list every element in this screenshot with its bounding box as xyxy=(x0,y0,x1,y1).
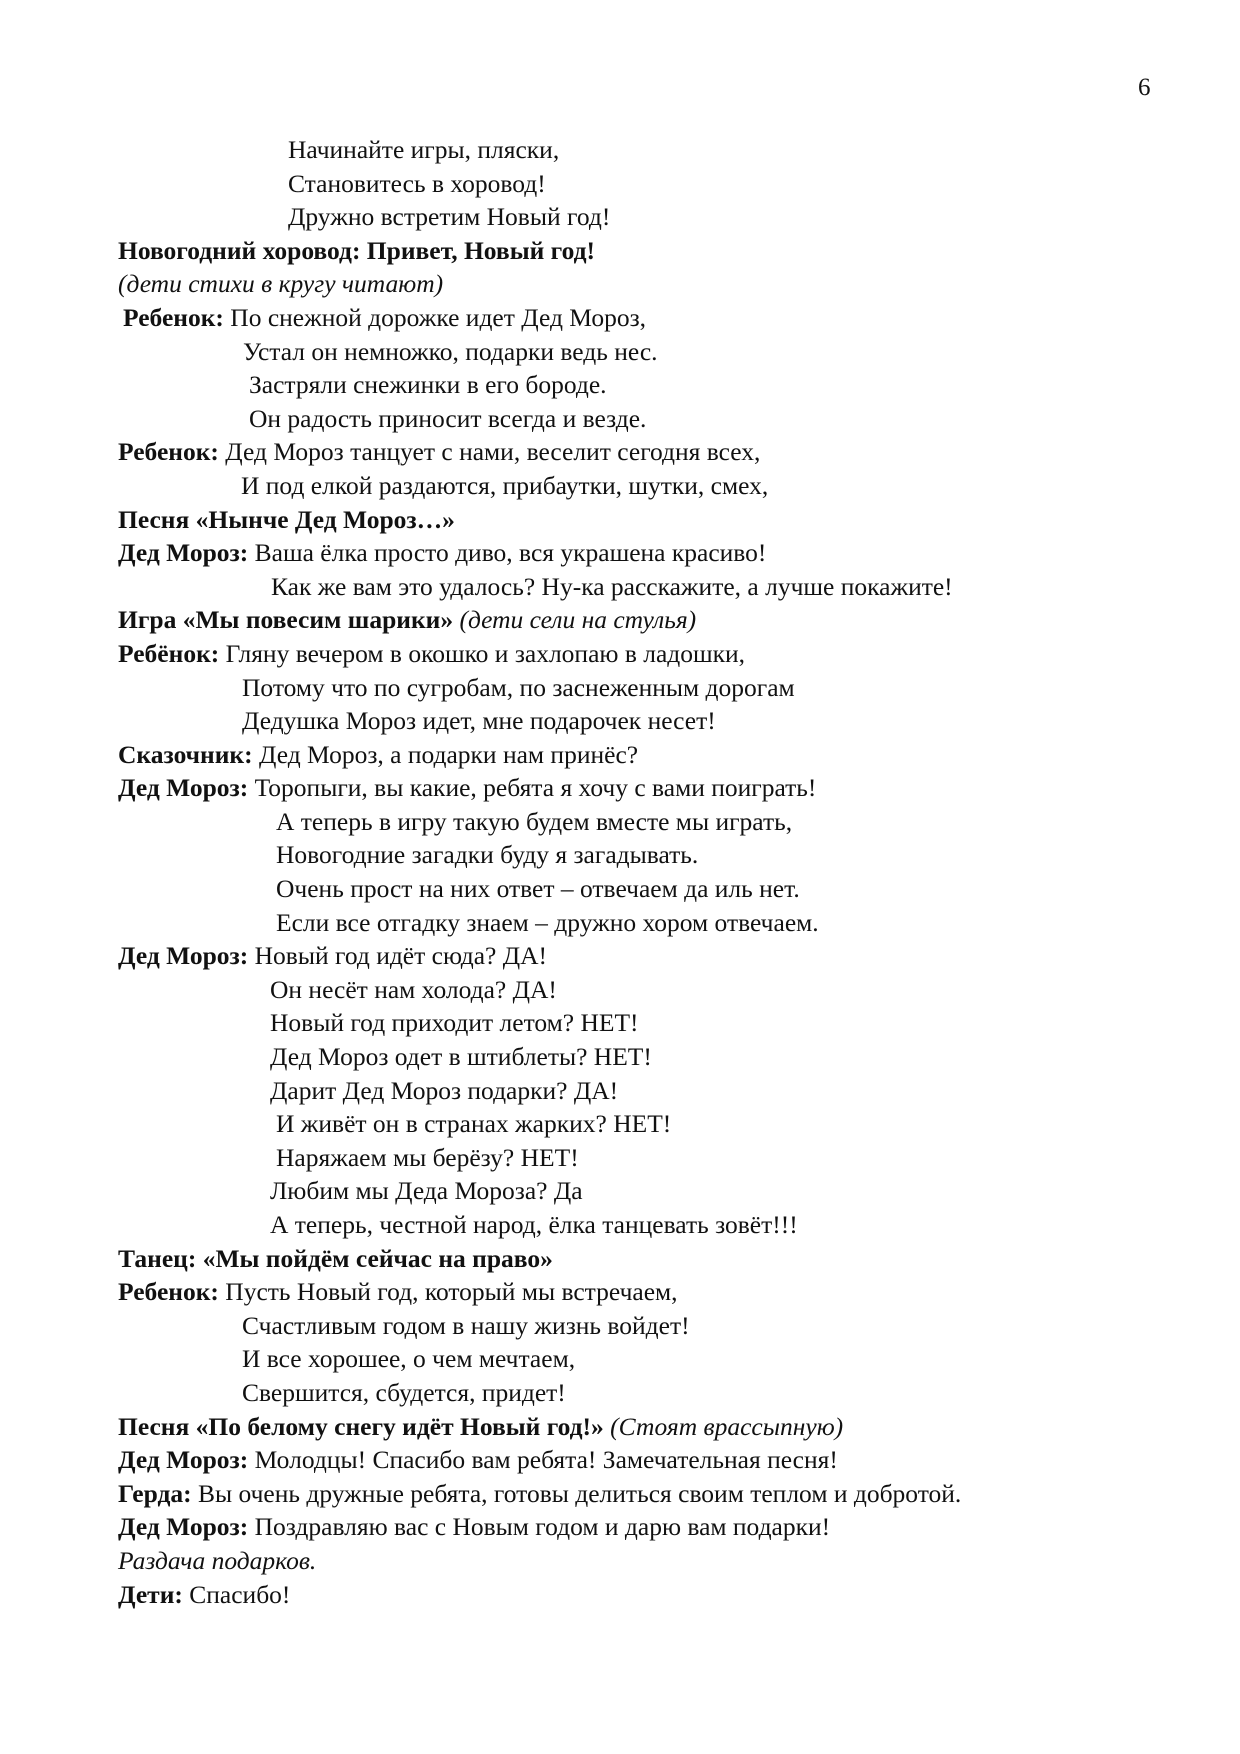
dialogue-text: Гляну вечером в окошко и захлопаю в ладошки, xyxy=(219,638,746,668)
verse-line: Потому что по сугробам, по заснеженным дорогам xyxy=(242,672,795,702)
speaker-name: Дед Мороз: xyxy=(118,1445,249,1475)
verse-line: Дедушка Мороз идет, мне подарочек несет! xyxy=(242,706,716,736)
verse-line: Он радость приносит всегда и везде. xyxy=(249,403,647,433)
dialogue-text: Ваша ёлка просто диво, вся украшена красиво! xyxy=(248,538,767,568)
verse-line: Очень прост на них ответ – отвечаем да иль нет. xyxy=(276,874,800,904)
heading-text: Игра «Мы повесим шарики» xyxy=(118,605,454,635)
section-heading: Новогодний хоровод: Привет, Новый год! xyxy=(118,235,596,265)
verse-line: Дружно встретим Новый год! xyxy=(288,202,611,232)
verse-line: Застряли снежинки в его бороде. xyxy=(249,370,607,400)
stage-direction: (дети сели на стулья) xyxy=(453,605,697,635)
verse-line: Дарит Дед Мороз подарки? ДА! xyxy=(270,1075,619,1105)
dialogue-line xyxy=(118,939,1208,973)
dialogue-text: По снежной дорожке идет Дед Мороз, xyxy=(223,302,647,332)
verse-line: И все хорошее, о чем мечтаем, xyxy=(242,1344,576,1374)
dialogue-text: Пусть Новый год, который мы встречаем, xyxy=(218,1277,678,1307)
dialogue-line xyxy=(118,738,1208,772)
verse-line: Становитесь в хоровод! xyxy=(288,168,546,198)
dialogue-line xyxy=(118,1578,1208,1612)
speaker-name: Герда: xyxy=(118,1478,192,1508)
speaker-name: Дед Мороз: xyxy=(118,538,249,568)
verse-line: Наряжаем мы берёзу? НЕТ! xyxy=(276,1142,579,1172)
dialogue-text: Вы очень дружные ребята, готовы делиться своим теплом и добротой. xyxy=(191,1478,962,1508)
dialogue-line xyxy=(118,301,1208,335)
verse-line: Новый год приходит летом? НЕТ! xyxy=(270,1008,639,1038)
verse-line: И под елкой раздаются, прибаутки, шутки, смех, xyxy=(241,470,769,500)
section-heading xyxy=(118,603,1208,637)
verse-line: И живёт он в странах жарких? НЕТ! xyxy=(276,1109,672,1139)
heading-text: Песня «По белому снегу идёт Новый год!» xyxy=(118,1411,604,1441)
verse-line: Устал он немножко, подарки ведь нес. xyxy=(243,336,658,366)
dialogue-line xyxy=(118,771,1208,805)
section-heading: Танец: «Мы пойдём сейчас на право» xyxy=(118,1243,553,1273)
verse-line: Если все отгадку знаем – дружно хором отвечаем. xyxy=(276,907,819,937)
verse-line: Свершится, сбудется, придет! xyxy=(242,1377,566,1407)
speaker-name: Ребенок: xyxy=(118,1277,219,1307)
section-heading: Песня «Нынче Дед Мороз…» xyxy=(118,504,455,534)
speaker-name: Ребёнок: xyxy=(118,638,220,668)
verse-line: Дед Мороз одет в штиблеты? НЕТ! xyxy=(270,1042,652,1072)
dialogue-text: Торопыги, вы какие, ребята я хочу с вами поиграть! xyxy=(248,773,817,803)
verse-line: Любим мы Деда Мороза? Да xyxy=(270,1176,583,1206)
dialogue-text: Дед Мороз, а подарки нам принёс? xyxy=(252,739,639,769)
section-heading xyxy=(118,1410,1208,1444)
stage-direction: (Стоят врассыпную) xyxy=(603,1411,844,1441)
verse-line: Он несёт нам холода? ДА! xyxy=(270,974,557,1004)
speaker-name: Ребенок: xyxy=(118,437,219,467)
stage-direction: Раздача подарков. xyxy=(118,1545,317,1575)
verse-line: Новогодние загадки буду я загадывать. xyxy=(276,840,699,870)
dialogue-line xyxy=(118,536,1208,570)
verse-line: А теперь, честной народ, ёлка танцевать зовёт!!! xyxy=(270,1210,798,1239)
dialogue-line xyxy=(118,1443,1208,1477)
stage-direction: (дети стихи в кругу читают) xyxy=(118,269,444,299)
speaker-name: Ребенок: xyxy=(123,302,224,332)
dialogue-line xyxy=(118,435,1208,469)
verse-line: А теперь в игру такую будем вместе мы играть, xyxy=(276,806,793,836)
verse-line: Как же вам это удалось? Ну-ка расскажите, а лучше покажите! xyxy=(271,571,953,601)
page-number: 6 xyxy=(1138,74,1151,101)
dialogue-text: Поздравляю вас с Новым годом и дарю вам подарки! xyxy=(248,1512,831,1542)
speaker-name: Сказочник: xyxy=(118,739,253,769)
dialogue-line xyxy=(118,1477,1208,1511)
verse-line: Счастливым годом в нашу жизнь войдет! xyxy=(242,1310,690,1340)
speaker-name: Дед Мороз: xyxy=(118,773,249,803)
speaker-name: Дети: xyxy=(118,1579,183,1609)
dialogue-line xyxy=(118,1510,1208,1544)
dialogue-line xyxy=(118,1275,1208,1309)
dialogue-text: Молодцы! Спасибо вам ребята! Замечательная песня! xyxy=(248,1445,838,1475)
document-body xyxy=(118,133,1208,1611)
speaker-name: Дед Мороз: xyxy=(118,1512,249,1542)
dialogue-line xyxy=(118,637,1208,671)
speaker-name: Дед Мороз: xyxy=(118,941,249,971)
dialogue-text: Спасибо! xyxy=(182,1579,291,1609)
dialogue-text: Дед Мороз танцует с нами, веселит сегодня всех, xyxy=(218,437,761,467)
verse-line: Начинайте игры, пляски, xyxy=(288,135,560,164)
dialogue-text: Новый год идёт сюда? ДА! xyxy=(248,941,548,971)
